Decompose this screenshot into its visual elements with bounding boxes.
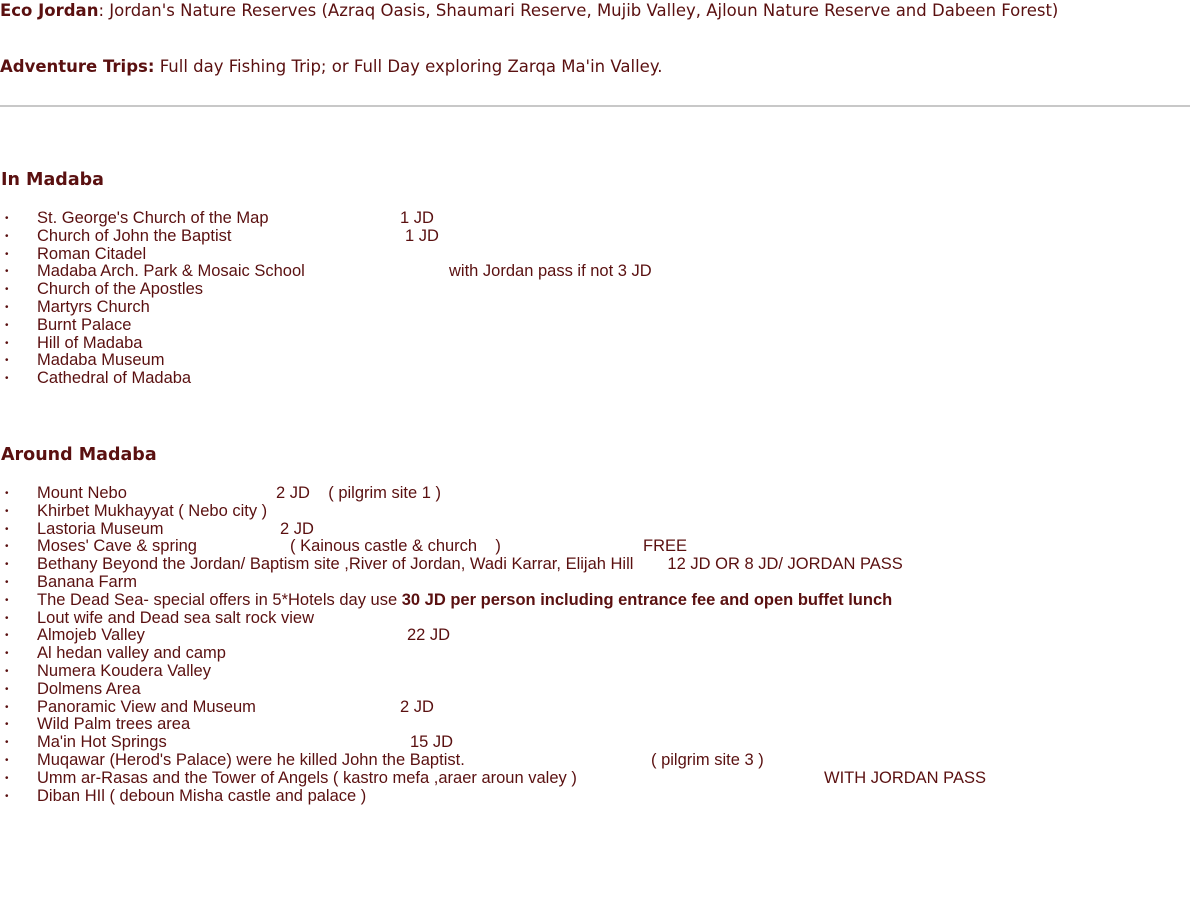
item-name: Mount Nebo <box>37 484 127 502</box>
list-item <box>0 645 1153 663</box>
item-name: Burnt Palace <box>37 315 132 334</box>
item-note: ( Kainous castle & church ) <box>290 537 501 556</box>
list-item <box>0 752 1153 770</box>
list-item <box>0 228 1153 246</box>
around-madaba-list <box>0 485 1153 805</box>
item-note: ( pilgrim site 3 ) <box>651 750 764 769</box>
list-item <box>0 485 1153 503</box>
list-item <box>0 503 1153 521</box>
item-name: Church of the Apostles <box>37 280 204 299</box>
eco-jordan-label: Eco Jordan <box>0 1 99 20</box>
item-name: Madaba Arch. Park & Mosaic School <box>37 262 305 281</box>
list-item <box>0 317 1153 335</box>
list-item <box>0 370 1153 388</box>
item-name: Church of John the Baptist <box>37 226 232 245</box>
adventure-trips-paragraph <box>0 57 1180 76</box>
item-note: 2 JD <box>400 697 434 716</box>
item-name: Hill of Madaba <box>37 333 143 352</box>
list-item <box>0 610 1153 628</box>
item-note: 12 JD OR 8 JD/ JORDAN PASS <box>667 555 903 574</box>
list-item <box>0 263 1153 281</box>
list-item <box>0 246 1153 264</box>
item-name: Banana Farm <box>37 572 137 591</box>
list-item <box>0 681 1153 699</box>
horizontal-divider <box>0 105 1190 107</box>
item-note: with Jordan pass if not 3 JD <box>449 262 652 281</box>
list-item <box>0 663 1153 681</box>
item-name: Martyrs Church <box>37 297 150 316</box>
item-name: Cathedral of Madaba <box>37 369 192 388</box>
item-name: Umm ar-Rasas and the Tower of Angels ( kastro mefa ,araer aroun valey ) <box>37 768 577 787</box>
eco-jordan-paragraph <box>0 1 1180 20</box>
item-note: 2 JD ( pilgrim site 1 ) <box>276 484 442 502</box>
list-item <box>0 627 1153 645</box>
in-madaba-heading: In Madaba <box>1 170 104 190</box>
item-name: Ma'in Hot Springs <box>37 733 167 752</box>
around-madaba-heading: Around Madaba <box>1 445 157 465</box>
item-name: Madaba Museum <box>37 351 165 370</box>
list-item <box>0 335 1153 353</box>
item-extra: FREE <box>643 537 688 556</box>
item-name: Moses' Cave & spring <box>37 537 197 556</box>
list-item <box>0 788 1153 806</box>
list-item <box>0 592 1153 610</box>
item-name: Almojeb Valley <box>37 626 145 645</box>
item-name: St. George's Church of the Map <box>37 209 269 227</box>
item-name: Lout wife and Dead sea salt rock view <box>37 608 314 627</box>
eco-jordan-text: : Jordan's Nature Reserves (Azraq Oasis, Shaumari Reserve, Mujib Valley, Ajloun Nature Reserve and Dabeen Forest) <box>98 1 1059 20</box>
item-name: Lastoria Museum <box>37 519 164 538</box>
item-note: WITH JORDAN PASS <box>824 768 986 787</box>
item-highlight: 30 JD per person including entrance fee and open buffet lunch <box>401 590 893 609</box>
item-name: Numera Koudera Valley <box>37 661 211 680</box>
list-item <box>0 210 1153 228</box>
list-item <box>0 538 1153 556</box>
item-note: 1 JD <box>405 226 439 245</box>
list-item <box>0 521 1153 539</box>
item-name: Roman Citadel <box>37 244 147 263</box>
list-item <box>0 281 1153 299</box>
item-note: 22 JD <box>407 626 451 645</box>
item-note: 2 JD <box>280 519 314 538</box>
item-name: The Dead Sea- special offers in 5*Hotels day use <box>37 590 402 609</box>
list-item <box>0 299 1153 317</box>
item-name: Wild Palm trees area <box>37 715 191 734</box>
item-name: Panoramic View and Museum <box>37 697 256 716</box>
in-madaba-list <box>0 210 1153 388</box>
list-item <box>0 574 1153 592</box>
list-item <box>0 556 1153 574</box>
item-name: Dolmens Area <box>37 679 141 698</box>
list-item <box>0 716 1153 734</box>
item-note: 15 JD <box>410 733 454 752</box>
item-name: Khirbet Mukhayyat ( Nebo city ) <box>37 501 268 520</box>
adventure-trips-label: Adventure Trips: <box>0 57 155 76</box>
list-item <box>0 734 1153 752</box>
list-item <box>0 352 1153 370</box>
item-name: Bethany Beyond the Jordan/ Baptism site ,River of Jordan, Wadi Karrar, Elijah Hill <box>37 555 634 574</box>
list-item <box>0 699 1153 717</box>
item-name: Al hedan valley and camp <box>37 644 226 663</box>
item-name: Diban HIl ( deboun Misha castle and palace ) <box>37 786 367 805</box>
list-item <box>0 770 1153 788</box>
item-note: 1 JD <box>400 209 434 227</box>
adventure-trips-text: Full day Fishing Trip; or Full Day exploring Zarqa Ma'in Valley. <box>154 57 663 76</box>
item-name: Muqawar (Herod's Palace) were he killed John the Baptist. <box>37 750 465 769</box>
